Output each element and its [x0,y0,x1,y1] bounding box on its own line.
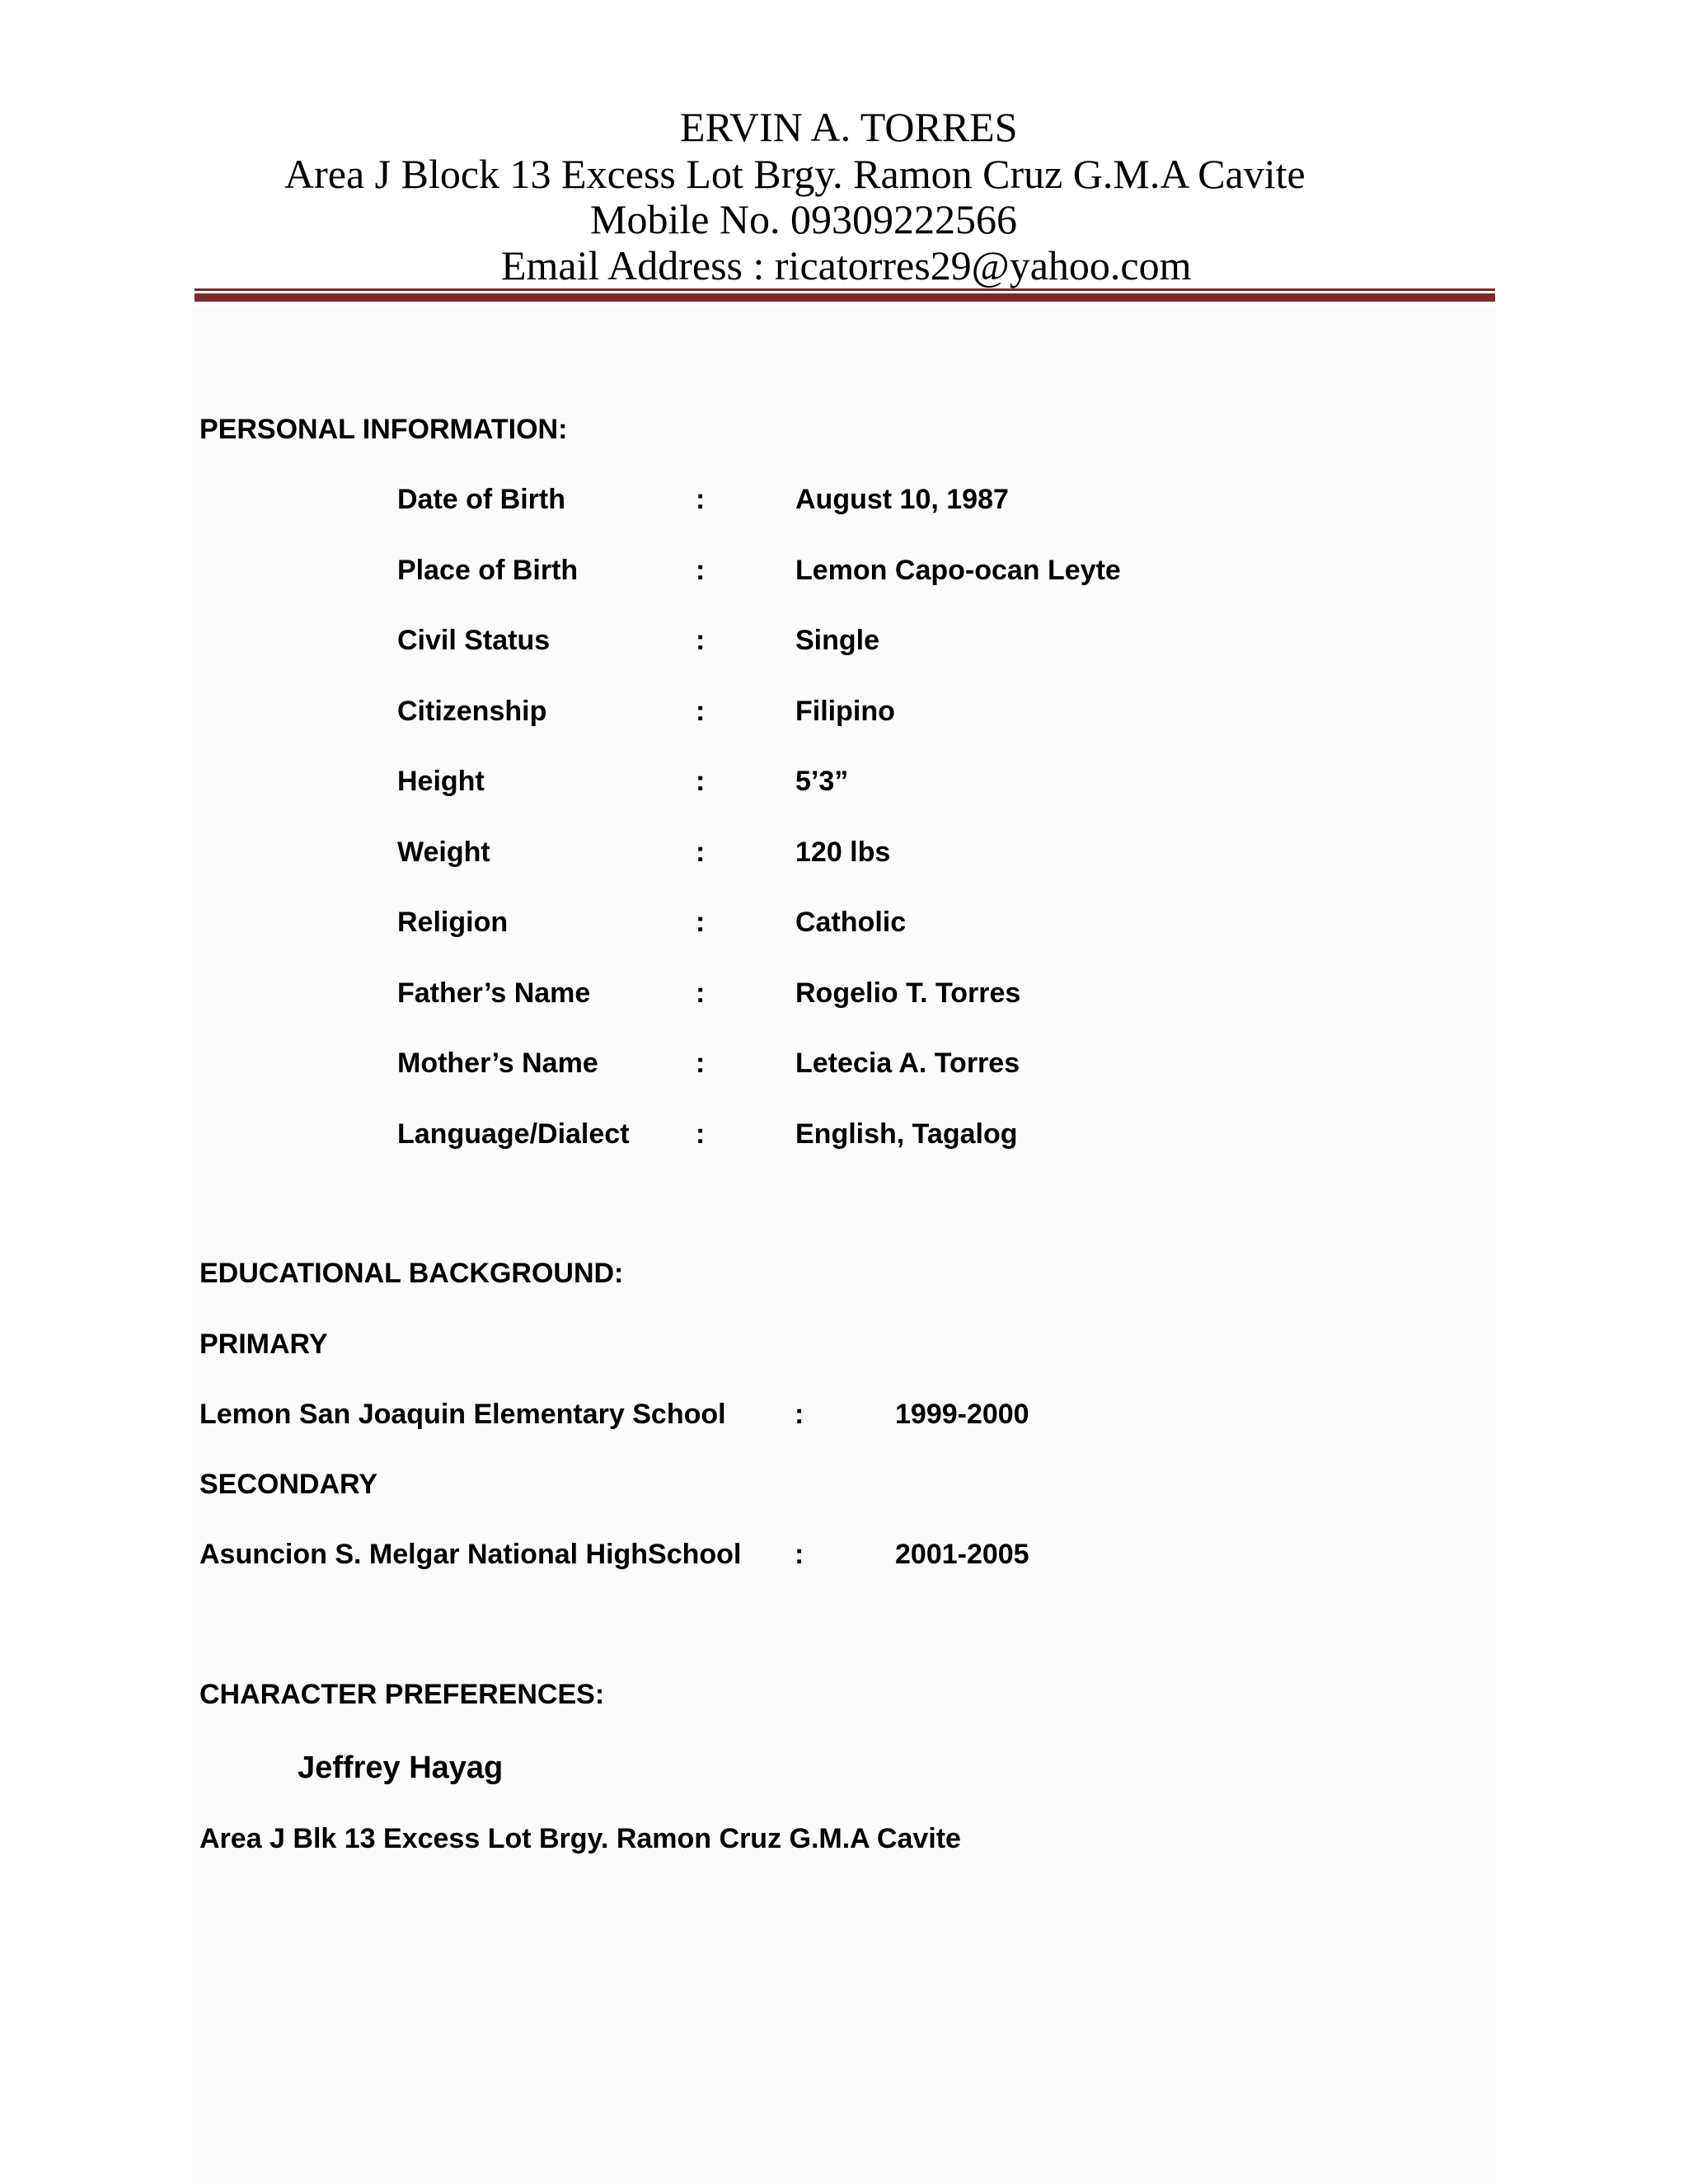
personal-information-heading: PERSONAL INFORMATION: [199,414,568,445]
applicant-name: ERVIN A. TORRES [680,104,1018,150]
secondary-separator: : [795,1539,804,1570]
primary-level-label: PRIMARY [199,1329,328,1360]
info-row-language-dialect [397,1116,1221,1187]
character-reference-name: Jeffrey Hayag [298,1750,504,1785]
secondary-level-label: SECONDARY [199,1469,377,1500]
info-separator: : [696,484,706,515]
primary-school-years: 1999-2000 [895,1399,1029,1430]
info-separator: : [696,625,706,656]
info-value: Catholic [795,907,907,938]
info-value: Lemon Capo-ocan Leyte [795,554,1121,586]
applicant-mobile: Mobile No. 09309222566 [590,196,1018,242]
info-separator: : [696,695,706,727]
info-separator: : [696,1047,706,1079]
info-value: English, Tagalog [795,1118,1018,1150]
secondary-school-name: Asuncion S. Melgar National HighSchool [199,1539,742,1570]
character-reference-address: Area J Blk 13 Excess Lot Brgy. Ramon Cruz G.M.A Cavite [199,1823,961,1854]
info-label: Father’s Name [397,977,591,1009]
secondary-school-years: 2001-2005 [895,1539,1029,1570]
info-separator: : [696,554,706,586]
primary-school-name: Lemon San Joaquin Elementary School [199,1399,726,1430]
character-preferences-heading: CHARACTER PREFERENCES: [199,1679,605,1710]
info-value: Single [795,625,880,656]
info-label: Religion [397,907,509,938]
info-row-date-of-birth [397,481,1221,552]
info-value: August 10, 1987 [795,484,1009,515]
info-separator: : [696,766,706,797]
info-value: 5’3” [795,766,849,797]
info-row-citizenship [397,693,1221,764]
educational-background-heading: EDUCATIONAL BACKGROUND: [199,1258,624,1289]
info-label: Weight [397,836,490,868]
info-row-fathers-name [397,975,1221,1046]
applicant-address: Area J Block 13 Excess Lot Brgy. Ramon Cruz G.M.A Cavite [284,151,1306,197]
info-separator: : [696,1118,706,1150]
header-divider-thick [195,293,1495,302]
info-separator: : [696,977,706,1009]
info-separator: : [696,836,706,868]
info-row-place-of-birth [397,552,1221,623]
info-row-height [397,763,1221,834]
info-value: Filipino [795,695,895,727]
info-label: Mother’s Name [397,1047,598,1079]
info-value: Letecia A. Torres [795,1047,1020,1079]
info-row-weight [397,834,1221,905]
info-label: Height [397,766,485,797]
applicant-email: Email Address : ricatorres29@yahoo.com [501,242,1192,288]
info-label: Citizenship [397,695,547,727]
info-row-religion [397,904,1221,975]
info-separator: : [696,907,706,938]
info-label: Date of Birth [397,484,565,515]
info-label: Civil Status [397,625,551,656]
info-row-mothers-name [397,1045,1221,1116]
info-label: Language/Dialect [397,1118,630,1150]
resume-header [0,0,1688,297]
personal-information-list [397,481,1221,1186]
header-divider-thin [195,288,1495,291]
info-label: Place of Birth [397,554,579,586]
info-value: Rogelio T. Torres [795,977,1021,1009]
primary-separator: : [795,1399,804,1430]
info-value: 120 lbs [795,836,891,868]
info-row-civil-status [397,622,1221,693]
